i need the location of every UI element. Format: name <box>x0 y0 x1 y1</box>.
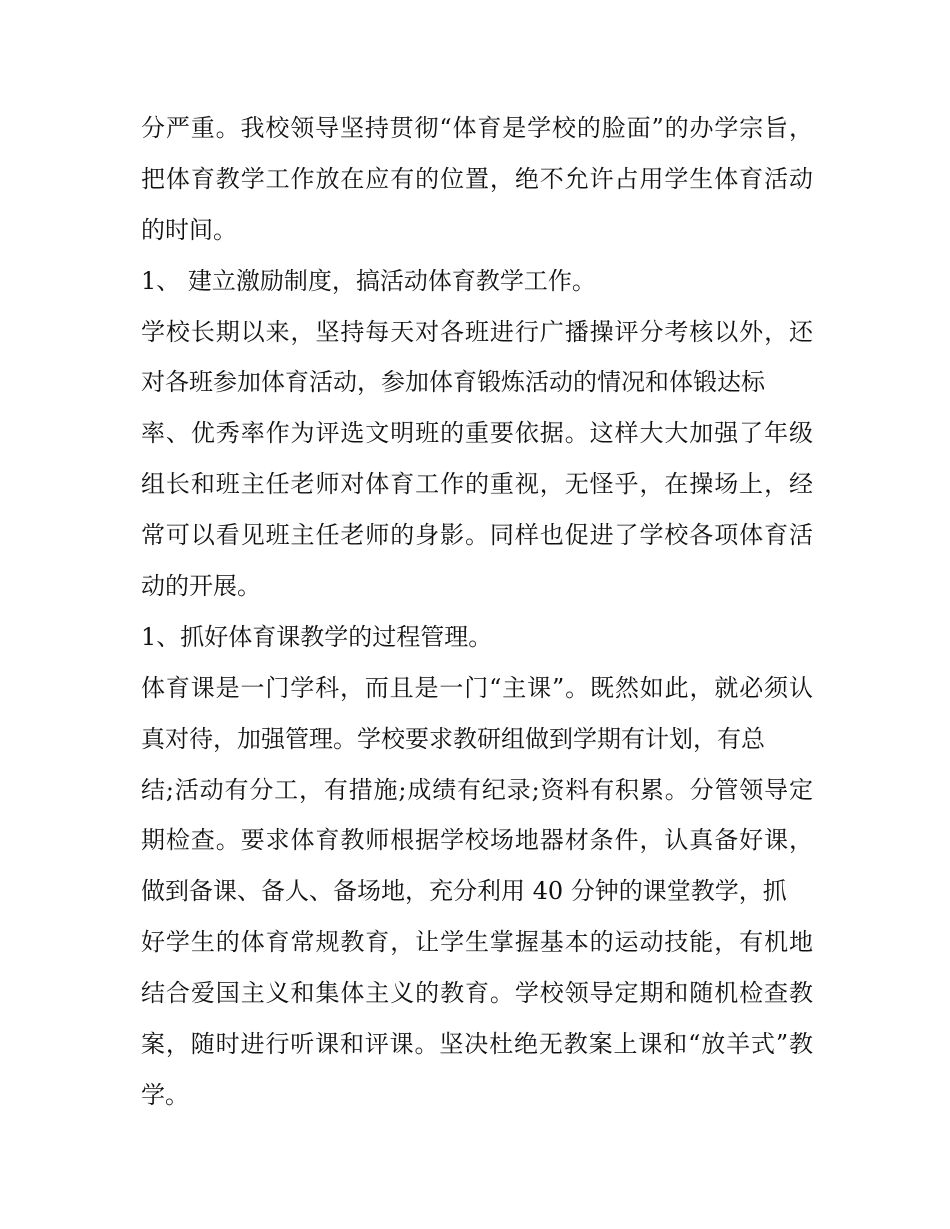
text-line: 分严重。我校领导坚持贯彻“体育是学校的脸面”的办学宗旨， <box>141 114 813 142</box>
text-line: 学。 <box>141 1080 189 1109</box>
paragraph <box>141 103 813 256</box>
text-line: 结合爱国主义和集体主义的教育。学校领导定期和随机检查教 <box>141 979 813 1008</box>
text-line: 体育课是一门学科，而且是一门“主课”。既然如此，就必须认 <box>141 673 813 702</box>
text-line: 率、优秀率作为评选文明班的重要依据。这样大大加强了年级 <box>141 419 813 448</box>
text-line: 把体育教学工作放在应有的位置，绝不允许占用学生体育活动 <box>141 164 813 193</box>
text-line: 好学生的体育常规教育，让学生掌握基本的运动技能，有机地 <box>141 928 813 957</box>
text-line: 案，随时进行听课和评课。坚决杜绝无教案上课和“放羊式”教 <box>141 1030 813 1059</box>
text-line: 组长和班主任老师对体育工作的重视，无怪乎，在操场上，经 <box>141 470 813 499</box>
text-line: 对各班参加体育活动，参加体育锻炼活动的情况和体锻达标 <box>141 368 765 397</box>
text-line: 的时间。 <box>141 215 237 244</box>
text-line: 1、 建立激励制度，搞活动体育教学工作。 <box>141 266 596 295</box>
paragraph <box>141 663 813 1121</box>
paragraph <box>141 307 813 612</box>
text-line: 1、抓好体育课教学的过程管理。 <box>141 622 493 651</box>
section-heading <box>141 256 813 307</box>
text-line: 学校长期以来，坚持每天对各班进行广播操评分考核以外，还 <box>141 317 813 346</box>
section-heading <box>141 612 813 663</box>
text-line: 常可以看见班主任老师的身影。同样也促进了学校各项体育活 <box>141 521 813 550</box>
text-line: 期检查。要求体育教师根据学校场地器材条件，认真备好课， <box>141 826 813 855</box>
text-line: 真对待，加强管理。学校要求教研组做到学期有计划，有总 <box>141 724 765 753</box>
text-line: 动的开展。 <box>141 572 261 601</box>
text-line: 结;活动有分工，有措施;成绩有纪录;资料有积累。分管领导定 <box>141 775 813 804</box>
document-body <box>141 103 813 1121</box>
text-line: 做到备课、备人、备场地，充分利用 40 分钟的课堂教学，抓 <box>141 877 787 906</box>
